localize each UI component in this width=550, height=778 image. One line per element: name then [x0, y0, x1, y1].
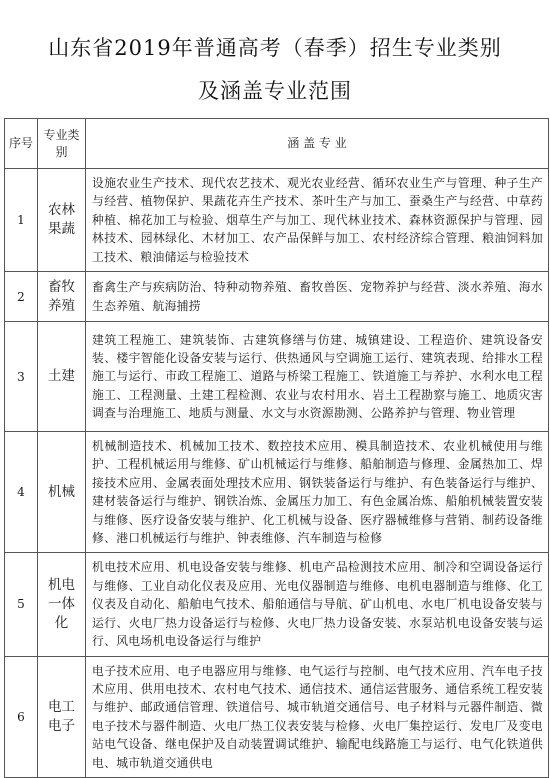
- table-row: [5, 169, 549, 272]
- row-majors: 设施农业生产技术、现代农艺技术、观光农业经营、循环农业生产与管理、种子生产与经营、植物保护、果蔬花卉生产技术、茶叶生产与加工、蚕桑生产与经营、中草药种植、棉花加工与检验、烟草生产与加工、现代林业技术、森林资源保护与管理、园林技术、园林绿化、木材加工、农产品保鲜与加工、农村经济综合管理、粮油饲料加工技术、粮油储运与检验技术: [86, 169, 549, 272]
- row-category: 畜牧养殖: [38, 272, 86, 322]
- row-category: 机电一体化: [38, 553, 86, 656]
- row-majors: 电子技术应用、电子电器应用与维修、电气运行与控制、电气技术应用、汽车电子技术应用、供用电技术、农村电气技术、通信技术、通信运营服务、通信系统工程安装与维护、邮政通信管理、铁道信号、城市轨道交通信号、电子材料与元器件制造、微电子技术与器件制造、火电厂热工仪表安装与检修、火电厂集控运行、发电厂及变电站电气设备、继电保护及自动装置调试维护、输配电线路施工与运行、电气化铁道供电、城市轨道交通供电: [86, 656, 549, 777]
- row-no: 2: [5, 272, 38, 322]
- row-majors: 机电技术应用、机电设备安装与维修、机电产品检测技术应用、制冷和空调设备运行与维修、工业自动化仪表及应用、光电仪器制造与维修、电机电器制造与维修、化工仪表及自动化、船舶电气技术、船舶通信与导航、矿山机电、水电厂机电设备安装与运行、火电厂热力设备运行与检修、火电厂热力设备安装、水泵站机电设备安装与运行、风电场机电设备运行与维护: [86, 553, 549, 656]
- row-category: 土建: [38, 322, 86, 432]
- row-no: 4: [5, 432, 38, 553]
- majors-table: [4, 118, 549, 778]
- row-no: 6: [5, 656, 38, 777]
- header-no: 序号: [5, 119, 38, 169]
- table-row: [5, 553, 549, 656]
- table-row: [5, 432, 549, 553]
- table-row: [5, 272, 549, 322]
- row-category: 农林果蔬: [38, 169, 86, 272]
- row-majors: 建筑工程施工、建筑装饰、古建筑修缮与仿建、城镇建设、工程造价、建筑设备安装、楼宇智能化设备安装与运行、供热通风与空调施工运行、建筑表现、给排水工程施工与运行、市政工程施工、道路与桥梁工程施工、铁道施工与养护、水利水电工程施工、工程测量、土建工程检测、农业与农村用水、岩土工程勘察与施工、地质灾害调查与治理施工、地质与测量、水文与水资源勘测、公路养护与管理、物业管理: [86, 322, 549, 432]
- header-majors: 涵 盖 专 业: [86, 119, 549, 169]
- row-category: 电工电子: [38, 656, 86, 777]
- row-no: 5: [5, 553, 38, 656]
- row-no: 3: [5, 322, 38, 432]
- row-majors: 畜禽生产与疾病防治、特种动物养殖、畜牧兽医、宠物养护与经营、淡水养殖、海水生态养殖、航海捕捞: [86, 272, 549, 322]
- table-header-row: [5, 119, 549, 169]
- row-category: 机械: [38, 432, 86, 553]
- row-majors: 机械制造技术、机械加工技术、数控技术应用、模具制造技术、农业机械使用与维护、工程机械运用与维修、矿山机械运行与维修、船舶制造与修理、金属热加工、焊接技术应用、金属表面处理技术应用、钢铁装备运行与维护、有色装备运行与维护、建材装备运行与维护、钢铁冶炼、金属压力加工、有色金属冶炼、船舶机械装置安装与维修、医疗设备安装与维护、化工机械与设备、医疗器械维修与营销、制药设备维修、港口机械运行与维护、钟表维修、汽车制造与检修: [86, 432, 549, 553]
- table-row: [5, 322, 549, 432]
- page-title: 山东省2019年普通高考（春季）招生专业类别: [48, 36, 502, 60]
- row-no: 1: [5, 169, 38, 272]
- table-row: [5, 656, 549, 777]
- header-category: 专业类别: [38, 119, 86, 169]
- page-subtitle: 及涵盖专业范围: [198, 79, 352, 103]
